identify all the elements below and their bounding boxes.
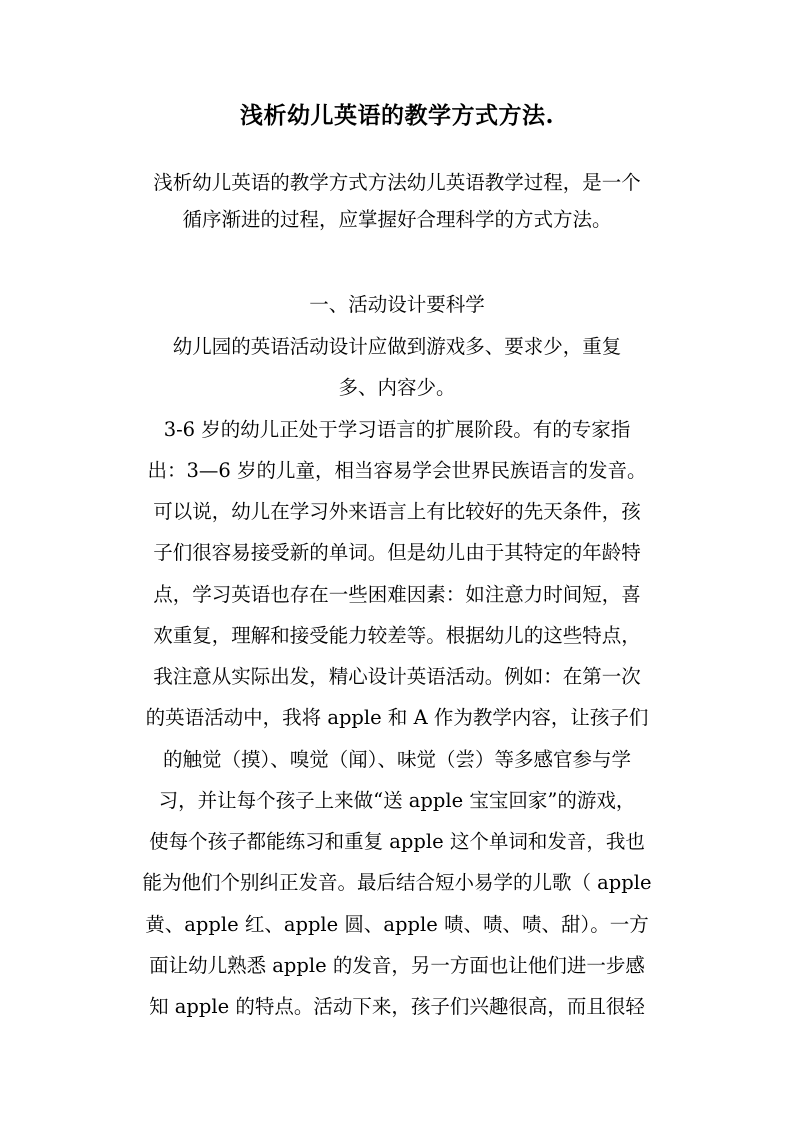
section-intro-line: 多、内容少。 [338, 376, 456, 399]
body-line: 子们很容易接受新的单词。但是幼儿由于其特定的年龄特 [153, 541, 641, 564]
body-line: 的英语活动中，我将 apple 和 A 作为教学内容，让孩子们 [145, 706, 649, 729]
body-line: 3-6 岁的幼儿正处于学习语言的扩展阶段。有的专家指 [163, 418, 631, 441]
body-line: 使每个孩子都能练习和重复 apple 这个单词和发音，我也 [149, 830, 645, 853]
body-line: 可以说，幼儿在学习外来语言上有比较好的先天条件，孩 [153, 500, 641, 523]
intro-line: 循序渐进的过程，应掌握好合理科学的方式方法。 [182, 208, 612, 231]
body-line: 我注意从实际出发，精心设计英语活动。例如：在第一次 [153, 665, 641, 688]
body-line: 黄、apple 红、apple 圆、apple 啧、啧、啧、甜）。一方 [145, 913, 649, 936]
intro-line: 浅析幼儿英语的教学方式方法幼儿英语教学过程，是一个 [153, 171, 641, 194]
body-line: 点，学习英语也存在一些困难因素：如注意力时间短，喜 [153, 583, 641, 606]
body-line: 面让幼儿熟悉 apple 的发音，另一方面也让他们进一步感 [149, 954, 645, 977]
body-line: 习，并让每个孩子上来做“送 apple 宝宝回家”的游戏， [158, 789, 636, 812]
section-heading: 一、活动设计要科学 [309, 293, 485, 316]
body-line: 欢重复，理解和接受能力较差等。根据幼儿的这些特点， [153, 624, 641, 647]
body-line: 出：3—6 岁的儿童，相当容易学会世界民族语言的发音。 [147, 459, 647, 482]
body-line: 知 apple 的特点。活动下来，孩子们兴趣很高，而且很轻 [149, 995, 645, 1018]
section-intro-line: 幼儿园的英语活动设计应做到游戏多、要求少，重复 [172, 335, 622, 358]
body-line: 能为他们个别纠正发音。最后结合短小易学的儿歌（ apple [142, 871, 652, 894]
document-title: 浅析幼儿英语的教学方式方法. [239, 102, 554, 129]
body-line: 的触觉（摸）、嗅觉（闻）、味觉（尝）等多感官参与学 [162, 748, 631, 771]
